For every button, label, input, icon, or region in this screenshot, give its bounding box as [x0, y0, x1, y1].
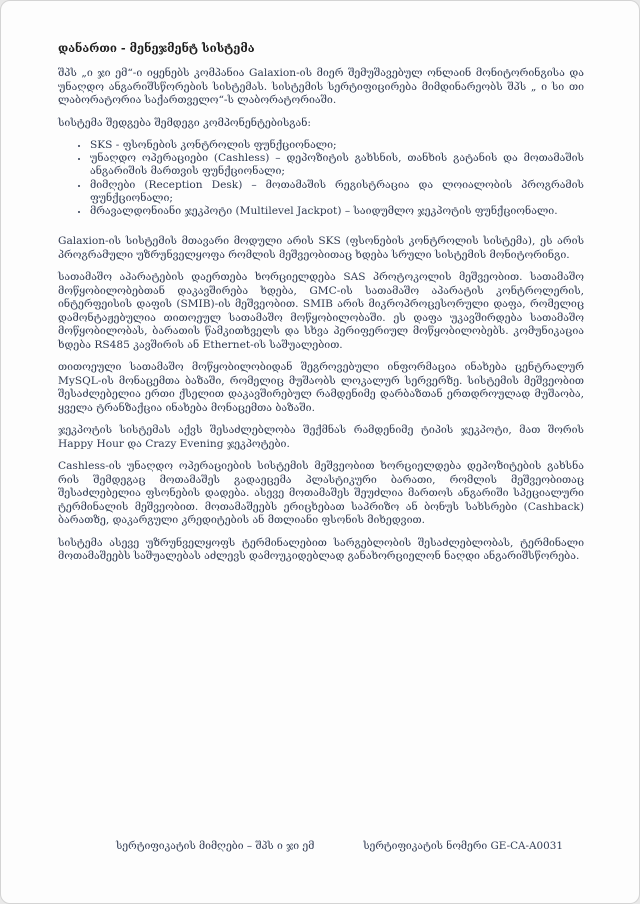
page-title: დანართი - მენეჯმენტ სისტემა	[58, 41, 255, 55]
list-item-multilevel-jackpot: • მრავალდონიანი ჯეკპოტი (Multilevel Jackpot) – საიდუმლო ჯეკპოტის ფუნქციონალი.	[89, 205, 584, 218]
paragraph-mysql-database: თითოეული სათამაშო მოწყობილობიდან შეგროვებული ინფორმაცია ინახება ცენტრალურ MySQL-ის მონაცემთა ბაზაში, რომელიც მუშაობს ლოკალურ სერვერზე. სისტემის მეშვეობით შესაძლებელია ერთი ქსელით დაკავშირებულ რამდენიმე დარბაზთან ერთდროულად მუშაობა, ყველა ტრანზაქცია ინახება მონაცემთა ბაზაში.	[58, 361, 584, 414]
list-item-reception-desk: • მიმღები (Reception Desk) – მოთამაშის რეგისტრაცია და ლოიალობის პროგრამის ფუნქციონალი;	[89, 179, 584, 205]
footer-certificate-holder: სერტიფიკატის მიმღები – შპს ი ჯი ემ	[116, 840, 315, 852]
paragraph-jackpot-types: ჯეკპოტის სისტემას აქვს შესაძლებლობა შექმნას რამდენიმე ტიპის ჯეკპოტი, მათ შორის Happy Hour და Crazy Evening ჯეკპოტები.	[58, 424, 584, 450]
paragraph-intro: შპს „ი ჯი ემ“-ი იყენებს კომპანია Galaxion-ის მიერ შემუშავებულ ონლაინ მონიტორინგისა და უნაღდო ანგარიშსწორების სისტემას. სისტემის სერტიფიცირება მიმდინარეობს შპს „ ი სი თი ლაბორატორია საქართველო“-ს ლაბორატორიაში.	[58, 67, 584, 106]
page-footer	[116, 840, 563, 852]
paragraph-components-intro: სისტემა შედგება შემდეგი კომპონენტებისგან:	[58, 116, 311, 129]
footer-certificate-number: სერტიფიკატის ნომერი GE-CA-A0031	[363, 840, 563, 852]
paragraph-sas-smib: სათამაშო აპარატების დაერთება ხორციელდება SAS პროტოკოლის მეშვეობით. სათამაშო მოწყობილობებთან დაკავშირება ხდება, GMC-ის სათამაშო აპარატის კონტროლერის, ინტერფეისის დაფის (SMIB)-ის მეშვეობით. SMIB არის მიკროპროცესორული დაფა, რომელიც დამონტაჟებულია თითოეულ სათამაშო მოწყობილობაში. ეს დაფა უკავშირდება სათამაშო მოწყობილობას, ბარათის წამკითხველს და სხვა პერიფერიულ მოწყობილობებს. კომუნიკაცია ხდება RS485 კავშირის ან Ethernet-ის საშუალებით.	[58, 271, 584, 351]
paragraph-cashless-operations: Cashless-ის უნაღდო ოპერაციების სისტემის მეშვეობით ხორციელდება დეპოზიტების გახსნა რის შემდეგაც მოთამაშეს გადაეცემა პლასტიკური ბარათი, რომლის მეშვეობითაც შესაძლებელია ფსონების დადება. ასევე მოთამაშეს შეუძლია მართოს ანგარიში სპეციალური ტერმინალის მეშვეობით. მოთამაშეებს ერიცხებათ საპრიზო ან ბონუს სახსრები (Cashback) ბარათზე, დაკარგული კრედიტების ან მთლიანი ფსონის მიხედვით.	[58, 460, 584, 527]
list-item-cashless: • უნაღდო ოპერაციები (Cashless) – დეპოზიტის გახსნის, თანხის გატანის და მოთამაშის ანგარიშის მართვის ფუნქციონალი;	[89, 152, 584, 178]
paragraph-terminal-usage: სისტემა ასევე უზრუნველყოფს ტერმინალებით სარგებლობის შესაძლებლობას, ტერმინალი მოთამაშეებს საშუალებას აძლევს დამოუკიდებლად განახორციელონ ნაღდი ანგარიშსწორება.	[58, 536, 584, 563]
components-list	[58, 139, 584, 218]
paragraph-galaxion-module: Galaxion-ის სისტემის მთავარი მოდული არის SKS (ფსონების კონტროლის სისტემა), ეს არის პროგრამული უზრუნველყოფა რომლის მეშვეობითაც ხდება სრული სისტემის მონიტორინგი.	[58, 235, 584, 261]
list-item-sks: • SKS - ფსონების კონტროლის ფუნქციონალი;	[89, 139, 584, 152]
document-content	[58, 41, 584, 573]
